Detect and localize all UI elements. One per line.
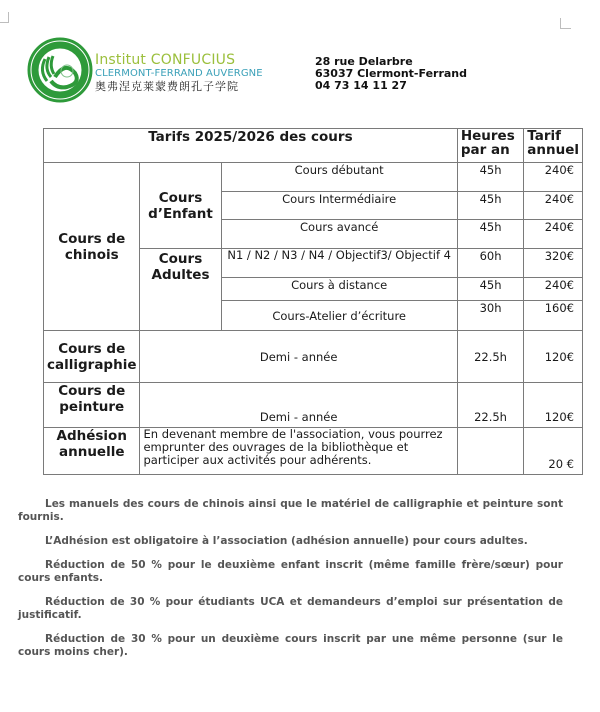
brand-block: [95, 53, 263, 93]
address-block: [315, 56, 467, 92]
course-hours: 22.5h: [457, 331, 523, 383]
course-hours: 45h: [457, 220, 523, 249]
adhesion-description: En devenant membre de l'association, vous pourrez emprunter des ouvrages de la bibliothèque et participer aux activités pour adhérents.: [140, 428, 457, 475]
course-hours: 45h: [457, 278, 523, 301]
tarifs-table: [43, 128, 583, 475]
category-calligraphie: Cours de calligraphie: [44, 331, 140, 383]
note-reduction-enfant: Réduction de 50 % pour le deuxième enfant inscrit (même famille frère/sœur) pour cours enfants.: [18, 559, 563, 584]
confucius-institute-logo-icon: [27, 37, 93, 103]
column-header-hours: Heures par an: [457, 129, 523, 163]
course-name: Cours-Atelier d’écriture: [221, 301, 457, 331]
course-name: Cours Intermédiaire: [221, 192, 457, 220]
note-adhesion: L’Adhésion est obligatoire à l’association (adhésion annuelle) pour cours adultes.: [45, 535, 528, 547]
brand-name: Institut CONFUCIUS: [95, 52, 236, 68]
category-chinois: Cours de chinois: [44, 163, 140, 331]
course-price: 240€: [524, 278, 583, 301]
column-header-price: Tarif annuel: [524, 129, 583, 163]
course-hours: 45h: [457, 163, 523, 192]
subcategory-adultes: Cours Adultes: [140, 249, 221, 331]
brand-subtitle: CLERMONT-FERRAND AUVERGNE: [95, 68, 263, 79]
table-row: [44, 428, 583, 475]
table-row: [44, 331, 583, 383]
note-reduction-deuxieme-cours: Réduction de 30 % pour un deuxième cours inscrit par une même personne (sur le cours moins cher).: [18, 633, 563, 658]
course-price: 320€: [524, 249, 583, 278]
address-city: 63037 Clermont-Ferrand: [315, 67, 468, 80]
table-title: Tarifs 2025/2026 des cours: [44, 129, 458, 163]
course-price: 240€: [524, 163, 583, 192]
adhesion-price: 20 €: [524, 428, 583, 475]
course-price: 120€: [524, 383, 583, 428]
course-name: N1 / N2 / N3 / N4 / Objectif3/ Objectif 4: [221, 249, 457, 278]
course-name: Cours débutant: [221, 163, 457, 192]
address-phone: 04 73 14 11 27: [315, 79, 407, 92]
course-name: Demi - année: [140, 383, 457, 428]
course-hours: 22.5h: [457, 383, 523, 428]
course-name: Cours avancé: [221, 220, 457, 249]
address-street: 28 rue Delarbre: [315, 55, 413, 68]
brand-chinese-name: 奥弗涅克莱蒙费朗孔子学院: [95, 80, 239, 93]
course-price: 160€: [524, 301, 583, 331]
course-hours: 60h: [457, 249, 523, 278]
table-row: [44, 163, 583, 192]
course-price: 240€: [524, 220, 583, 249]
course-hours: 30h: [457, 301, 523, 331]
notes-section: [18, 498, 563, 670]
course-price: 240€: [524, 192, 583, 220]
course-hours: 45h: [457, 192, 523, 220]
course-name: Demi - année: [140, 331, 457, 383]
category-adhesion: Adhésion annuelle: [44, 428, 140, 475]
note-reduction-etudiants: Réduction de 30 % pour étudiants UCA et demandeurs d’emploi sur présentation de justificatif.: [18, 596, 563, 621]
page-corner-mark-right: [560, 18, 571, 29]
category-peinture: Cours de peinture: [44, 383, 140, 428]
note-manuels: Les manuels des cours de chinois ainsi que le matériel de calligraphie et peinture sont fournis.: [18, 498, 563, 523]
subcategory-enfant: Cours d’Enfant: [140, 163, 221, 249]
table-row: [44, 383, 583, 428]
adhesion-hours: [457, 428, 523, 475]
table-header-row: [44, 129, 583, 163]
course-price: 120€: [524, 331, 583, 383]
course-name: Cours à distance: [221, 278, 457, 301]
page-corner-mark-left: [0, 12, 9, 23]
